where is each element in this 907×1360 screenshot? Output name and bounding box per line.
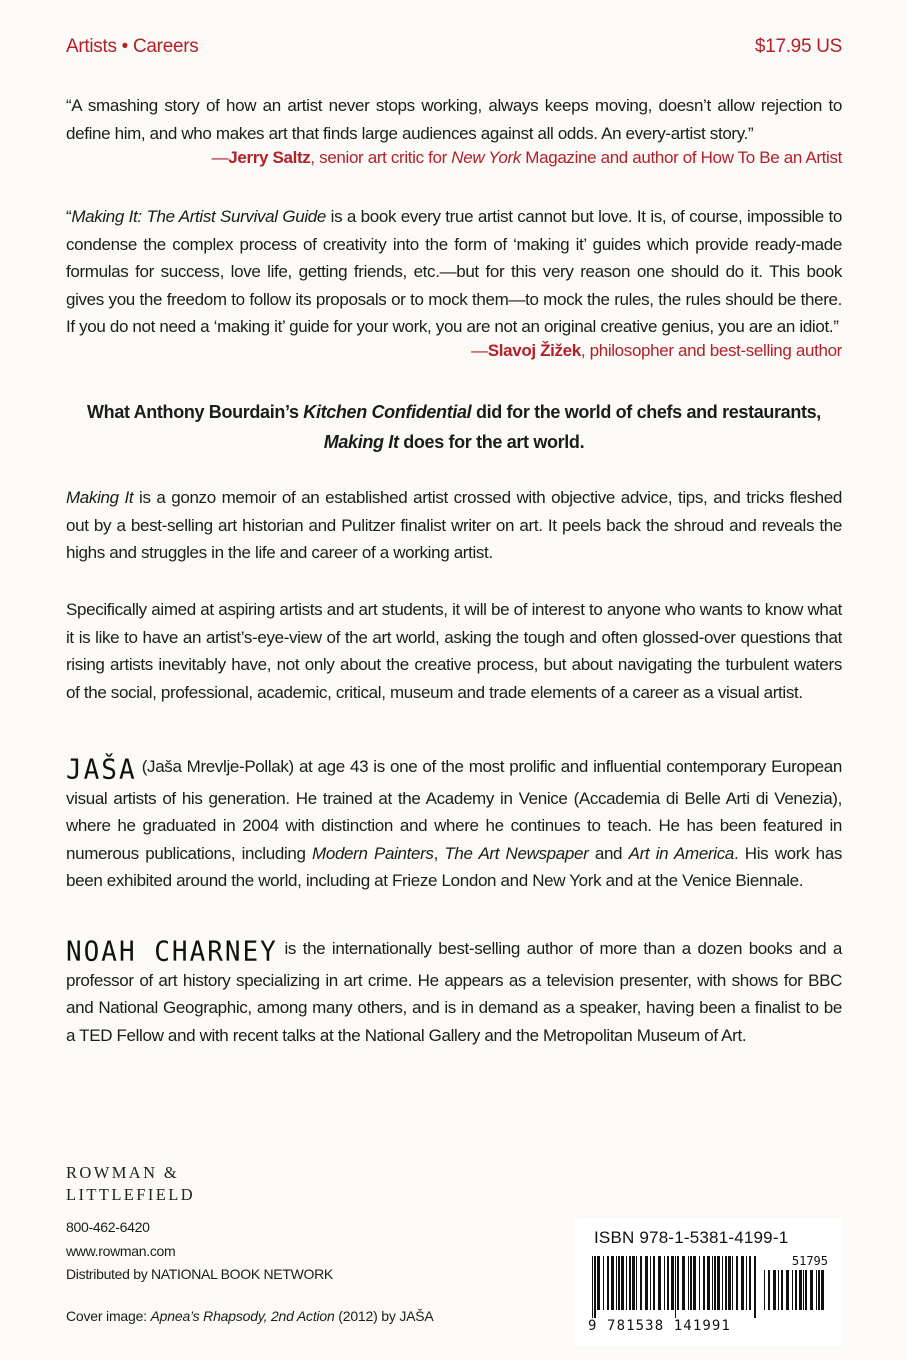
- headline-italic: Kitchen Confidential: [303, 402, 472, 422]
- description-text: Specifically aimed at aspiring artists and art students, it will be of interest to anyone who wants to know what it is like to have an artist’s-eye-view of the art world, asking the tough and often glossed-over questions that rising artists inevitably have, not only about the creative process, but about navigating the turbulent waters of the social, professional, academic, critical, museum and trade elements of a career as a visual artist.: [66, 600, 842, 702]
- bio-noah: [66, 935, 842, 1049]
- isbn-number: ISBN 978-1-5381-4199-1: [594, 1228, 789, 1247]
- publication-title: The Art Newspaper: [444, 843, 589, 863]
- jasa-signature: JAŠA: [66, 754, 137, 786]
- attribution-name: Jerry Saltz: [228, 148, 311, 167]
- attribution-role-post: Magazine and author of How To Be an Artist: [520, 148, 842, 167]
- barcode-digits: 9 781538 141991: [588, 1318, 731, 1334]
- quote-open-mark: “: [66, 207, 72, 226]
- attribution-role: , senior art critic for: [310, 148, 452, 167]
- bio-text: and: [588, 843, 629, 863]
- bio-text: . His work has been exhibited around the world, including at Frieze London and New York and at the Venice Biennale.: [66, 843, 843, 890]
- artwork-title: Apnea’s Rhapsody, 2nd Action: [150, 1308, 335, 1324]
- quote-zizek-text: is a book every true artist cannot but love. It is, of course, impossible to condense the complex process of creativity into the form of ‘making it’ guides which provide ready-made formulas for success, love life, getting friends, etc.—but for this very reason one should do it. This book gives you the freedom to follow its proposals or to mock them—to mock the rules, the rules should be there. If you do not need a ‘making it’ guide for your work, you are not an original creative genius, you are an idiot.”: [66, 207, 843, 336]
- book-title: Making It: The Artist Survival Guide: [71, 207, 326, 226]
- credit-text: Cover image:: [66, 1308, 151, 1324]
- description-text: is a gonzo memoir of an established artist crossed with objective advice, tips, and tricks fleshed out by a best-selling art historian and Pulitzer finalist writer on art. It peels back the shroud and reveals the highs and struggles in the life and career of a working artist.: [66, 488, 842, 562]
- attribution-role: , philosopher and best-selling author: [580, 341, 842, 360]
- isbn-barcode: [574, 1218, 842, 1346]
- headline-line-1: [66, 397, 842, 427]
- headline-text: did for the world of chefs and restaurants,: [471, 402, 821, 422]
- publication-title: Modern Painters: [312, 843, 434, 863]
- headline: [66, 397, 842, 457]
- attribution-role-italic: New York: [451, 148, 521, 167]
- cover-credit: [66, 1308, 434, 1324]
- quote-saltz-attribution: [212, 148, 842, 168]
- headline-italic: Making It: [323, 432, 399, 452]
- ean-barcode-bars: [592, 1256, 756, 1318]
- quote-saltz-text: “A smashing story of how an artist never stops working, always keeps moving, doesn’t allow rejection to define him, and who makes art that finds large audiences against all odds. An every-artist story.”: [66, 96, 842, 143]
- headline-line-2: [66, 427, 842, 457]
- header-bar: [66, 36, 842, 58]
- headline-text: What Anthony Bourdain’s: [87, 402, 304, 422]
- publisher-website: www.rowman.com: [66, 1242, 176, 1259]
- quote-zizek: [66, 203, 842, 341]
- quote-zizek-attribution: [471, 341, 842, 361]
- attribution-dash: —: [211, 148, 229, 167]
- description-paragraph-1: [66, 484, 842, 567]
- publisher-name-line-2: LITTLEFIELD: [66, 1185, 196, 1204]
- bio-text: (Jaša Mrevlje-Pollak) at age 43 is one of the most prolific and influential contemporary European visual artists of his generation. He trained at the Academy in Venice (Accademia di Belle Arti di Venezia), where he graduated in 2004 with distinction and where he continues to teach. He has been featured in numerous publications, including: [66, 757, 842, 863]
- bio-text: ,: [433, 843, 445, 863]
- bio-jasa: [66, 753, 842, 895]
- publisher-name-line-1: ROWMAN &: [66, 1163, 180, 1182]
- bio-text: is the internationally best-selling author of more than a dozen books and a professor of art history specializing in art crime. He appears as a television presenter, with shows for BBC and National Geographic, among many others, and is in demand as a speaker, having been a finalist to be a TED Fellow and with recent talks at the National Gallery and the Metropolitan Museum of Art.: [66, 939, 842, 1045]
- publication-title: Art in America: [628, 843, 734, 863]
- price-barcode-bars: [764, 1270, 824, 1318]
- publisher-info: [66, 1216, 333, 1287]
- credit-text: (2012) by JAŠA: [334, 1308, 434, 1324]
- price-code: 51795: [791, 1254, 828, 1268]
- book-title: Making It: [66, 488, 134, 507]
- description-paragraph-2: [66, 596, 842, 706]
- attribution-name: Slavoj Žižek: [487, 341, 581, 360]
- quote-saltz: [66, 92, 842, 147]
- headline-text: does for the art world.: [398, 432, 585, 452]
- price-label: $17.95 US: [754, 36, 842, 57]
- attribution-dash: —: [471, 341, 488, 360]
- publisher-logo: [66, 1162, 195, 1206]
- category-label: Artists • Careers: [66, 36, 199, 57]
- distributor-line: Distributed by NATIONAL BOOK NETWORK: [66, 1266, 333, 1282]
- noah-signature: NOAH CHARNEY: [66, 936, 278, 968]
- publisher-phone: 800-462-6420: [66, 1219, 150, 1235]
